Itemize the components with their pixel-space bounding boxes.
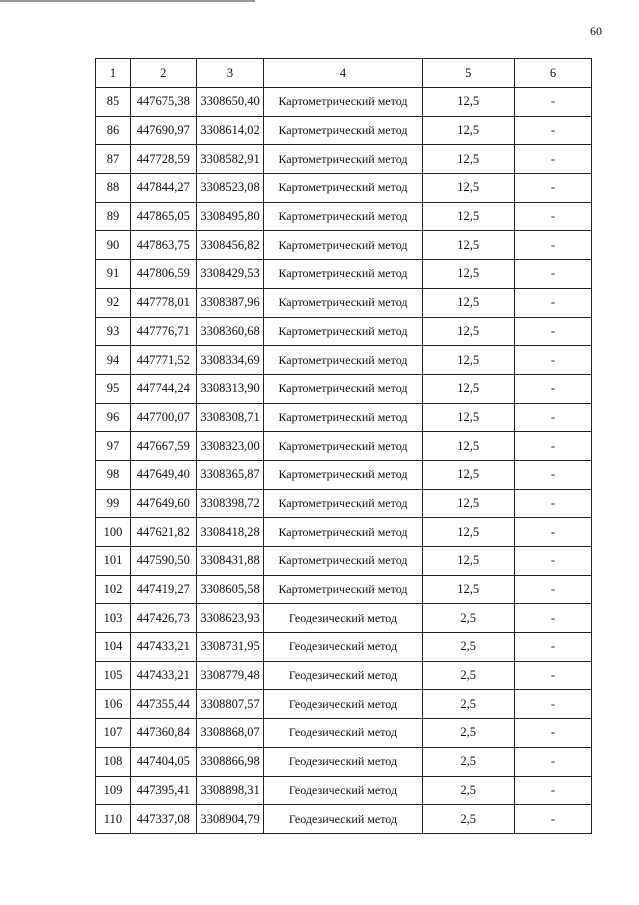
note-cell: - <box>514 174 591 203</box>
accuracy-cell: 12,5 <box>422 88 514 117</box>
y-coordinate-cell: 3308623,93 <box>196 604 264 633</box>
x-coordinate-cell: 447337,08 <box>130 805 196 834</box>
table-row <box>96 260 592 289</box>
x-coordinate-cell: 447621,82 <box>130 518 196 547</box>
method-cell: Картометрический метод <box>264 88 422 117</box>
x-coordinate-cell: 447771,52 <box>130 346 196 375</box>
point-number-cell: 110 <box>96 805 131 834</box>
y-coordinate-cell: 3308360,68 <box>196 317 264 346</box>
table-row <box>96 518 592 547</box>
y-coordinate-cell: 3308418,28 <box>196 518 264 547</box>
top-rule <box>0 0 255 2</box>
accuracy-cell: 12,5 <box>422 145 514 174</box>
x-coordinate-cell: 447744,24 <box>130 374 196 403</box>
method-cell: Картометрический метод <box>264 460 422 489</box>
method-cell: Картометрический метод <box>264 547 422 576</box>
note-cell: - <box>514 374 591 403</box>
point-number-cell: 93 <box>96 317 131 346</box>
accuracy-cell: 2,5 <box>422 747 514 776</box>
note-cell: - <box>514 604 591 633</box>
note-cell: - <box>514 202 591 231</box>
note-cell: - <box>514 260 591 289</box>
note-cell: - <box>514 145 591 174</box>
point-number-cell: 96 <box>96 403 131 432</box>
method-cell: Картометрический метод <box>264 374 422 403</box>
x-coordinate-cell: 447778,01 <box>130 288 196 317</box>
point-number-cell: 94 <box>96 346 131 375</box>
point-number-cell: 107 <box>96 719 131 748</box>
table-row <box>96 374 592 403</box>
y-coordinate-cell: 3308387,96 <box>196 288 264 317</box>
x-coordinate-cell: 447404,05 <box>130 747 196 776</box>
x-coordinate-cell: 447728,59 <box>130 145 196 174</box>
accuracy-cell: 12,5 <box>422 346 514 375</box>
note-cell: - <box>514 460 591 489</box>
page-number: 60 <box>590 24 602 38</box>
y-coordinate-cell: 3308779,48 <box>196 661 264 690</box>
y-coordinate-cell: 3308898,31 <box>196 776 264 805</box>
accuracy-cell: 12,5 <box>422 489 514 518</box>
point-number-cell: 87 <box>96 145 131 174</box>
x-coordinate-cell: 447433,21 <box>130 633 196 662</box>
table-row <box>96 460 592 489</box>
accuracy-cell: 12,5 <box>422 518 514 547</box>
note-cell: - <box>514 633 591 662</box>
header-cell: 1 <box>96 59 131 88</box>
x-coordinate-cell: 447360,84 <box>130 719 196 748</box>
table-row <box>96 747 592 776</box>
point-number-cell: 92 <box>96 288 131 317</box>
point-number-cell: 90 <box>96 231 131 260</box>
method-cell: Картометрический метод <box>264 317 422 346</box>
note-cell: - <box>514 661 591 690</box>
table-row <box>96 604 592 633</box>
table-row <box>96 317 592 346</box>
x-coordinate-cell: 447700,07 <box>130 403 196 432</box>
note-cell: - <box>514 317 591 346</box>
method-cell: Геодезический метод <box>264 690 422 719</box>
y-coordinate-cell: 3308904,79 <box>196 805 264 834</box>
note-cell: - <box>514 489 591 518</box>
method-cell: Картометрический метод <box>264 174 422 203</box>
method-cell: Картометрический метод <box>264 288 422 317</box>
header-cell: 5 <box>422 59 514 88</box>
accuracy-cell: 12,5 <box>422 547 514 576</box>
method-cell: Картометрический метод <box>264 231 422 260</box>
table-row <box>96 288 592 317</box>
header-cell: 6 <box>514 59 591 88</box>
x-coordinate-cell: 447649,60 <box>130 489 196 518</box>
note-cell: - <box>514 575 591 604</box>
y-coordinate-cell: 3308456,82 <box>196 231 264 260</box>
table-row <box>96 633 592 662</box>
point-number-cell: 85 <box>96 88 131 117</box>
accuracy-cell: 2,5 <box>422 633 514 662</box>
method-cell: Картометрический метод <box>264 432 422 461</box>
method-cell: Картометрический метод <box>264 145 422 174</box>
accuracy-cell: 12,5 <box>422 575 514 604</box>
table-row <box>96 432 592 461</box>
x-coordinate-cell: 447865,05 <box>130 202 196 231</box>
note-cell: - <box>514 747 591 776</box>
accuracy-cell: 2,5 <box>422 776 514 805</box>
method-cell: Картометрический метод <box>264 260 422 289</box>
note-cell: - <box>514 518 591 547</box>
note-cell: - <box>514 547 591 576</box>
y-coordinate-cell: 3308323,00 <box>196 432 264 461</box>
y-coordinate-cell: 3308308,71 <box>196 403 264 432</box>
method-cell: Геодезический метод <box>264 633 422 662</box>
x-coordinate-cell: 447806,59 <box>130 260 196 289</box>
point-number-cell: 95 <box>96 374 131 403</box>
x-coordinate-cell: 447776,71 <box>130 317 196 346</box>
table-row <box>96 145 592 174</box>
y-coordinate-cell: 3308807,57 <box>196 690 264 719</box>
y-coordinate-cell: 3308868,07 <box>196 719 264 748</box>
y-coordinate-cell: 3308731,95 <box>196 633 264 662</box>
x-coordinate-cell: 447667,59 <box>130 432 196 461</box>
point-number-cell: 106 <box>96 690 131 719</box>
point-number-cell: 104 <box>96 633 131 662</box>
table-header-row <box>96 59 592 88</box>
method-cell: Геодезический метод <box>264 661 422 690</box>
table-row <box>96 116 592 145</box>
point-number-cell: 103 <box>96 604 131 633</box>
accuracy-cell: 12,5 <box>422 288 514 317</box>
table-row <box>96 690 592 719</box>
method-cell: Геодезический метод <box>264 805 422 834</box>
y-coordinate-cell: 3308431,88 <box>196 547 264 576</box>
x-coordinate-cell: 447675,38 <box>130 88 196 117</box>
note-cell: - <box>514 719 591 748</box>
table-row <box>96 719 592 748</box>
x-coordinate-cell: 447844,27 <box>130 174 196 203</box>
table-row <box>96 346 592 375</box>
method-cell: Картометрический метод <box>264 346 422 375</box>
note-cell: - <box>514 690 591 719</box>
point-number-cell: 109 <box>96 776 131 805</box>
point-number-cell: 100 <box>96 518 131 547</box>
note-cell: - <box>514 403 591 432</box>
method-cell: Картометрический метод <box>264 116 422 145</box>
y-coordinate-cell: 3308313,90 <box>196 374 264 403</box>
accuracy-cell: 2,5 <box>422 719 514 748</box>
x-coordinate-cell: 447433,21 <box>130 661 196 690</box>
note-cell: - <box>514 432 591 461</box>
accuracy-cell: 12,5 <box>422 317 514 346</box>
x-coordinate-cell: 447419,27 <box>130 575 196 604</box>
table-row <box>96 575 592 604</box>
table-row <box>96 805 592 834</box>
method-cell: Геодезический метод <box>264 776 422 805</box>
note-cell: - <box>514 231 591 260</box>
header-cell: 3 <box>196 59 264 88</box>
x-coordinate-cell: 447863,75 <box>130 231 196 260</box>
accuracy-cell: 12,5 <box>422 460 514 489</box>
y-coordinate-cell: 3308582,91 <box>196 145 264 174</box>
accuracy-cell: 12,5 <box>422 116 514 145</box>
point-number-cell: 91 <box>96 260 131 289</box>
y-coordinate-cell: 3308614,02 <box>196 116 264 145</box>
accuracy-cell: 12,5 <box>422 260 514 289</box>
table-row <box>96 776 592 805</box>
table-row <box>96 661 592 690</box>
note-cell: - <box>514 116 591 145</box>
point-number-cell: 102 <box>96 575 131 604</box>
method-cell: Картометрический метод <box>264 202 422 231</box>
y-coordinate-cell: 3308365,87 <box>196 460 264 489</box>
table-row <box>96 88 592 117</box>
x-coordinate-cell: 447426,73 <box>130 604 196 633</box>
table-row <box>96 403 592 432</box>
accuracy-cell: 12,5 <box>422 374 514 403</box>
header-cell: 4 <box>264 59 422 88</box>
y-coordinate-cell: 3308650,40 <box>196 88 264 117</box>
note-cell: - <box>514 346 591 375</box>
method-cell: Геодезический метод <box>264 604 422 633</box>
note-cell: - <box>514 776 591 805</box>
y-coordinate-cell: 3308605,58 <box>196 575 264 604</box>
y-coordinate-cell: 3308398,72 <box>196 489 264 518</box>
y-coordinate-cell: 3308334,69 <box>196 346 264 375</box>
point-number-cell: 105 <box>96 661 131 690</box>
accuracy-cell: 2,5 <box>422 690 514 719</box>
table-row <box>96 547 592 576</box>
point-number-cell: 86 <box>96 116 131 145</box>
x-coordinate-cell: 447395,41 <box>130 776 196 805</box>
accuracy-cell: 12,5 <box>422 432 514 461</box>
table-row <box>96 231 592 260</box>
point-number-cell: 101 <box>96 547 131 576</box>
accuracy-cell: 12,5 <box>422 174 514 203</box>
y-coordinate-cell: 3308866,98 <box>196 747 264 776</box>
point-number-cell: 89 <box>96 202 131 231</box>
point-number-cell: 88 <box>96 174 131 203</box>
x-coordinate-cell: 447590,50 <box>130 547 196 576</box>
table-row <box>96 174 592 203</box>
point-number-cell: 108 <box>96 747 131 776</box>
accuracy-cell: 12,5 <box>422 202 514 231</box>
coordinates-table <box>95 58 592 834</box>
accuracy-cell: 2,5 <box>422 805 514 834</box>
method-cell: Картометрический метод <box>264 403 422 432</box>
note-cell: - <box>514 805 591 834</box>
note-cell: - <box>514 288 591 317</box>
y-coordinate-cell: 3308495,80 <box>196 202 264 231</box>
y-coordinate-cell: 3308429,53 <box>196 260 264 289</box>
x-coordinate-cell: 447690,97 <box>130 116 196 145</box>
method-cell: Картометрический метод <box>264 489 422 518</box>
x-coordinate-cell: 447355,44 <box>130 690 196 719</box>
method-cell: Геодезический метод <box>264 747 422 776</box>
accuracy-cell: 2,5 <box>422 661 514 690</box>
point-number-cell: 99 <box>96 489 131 518</box>
method-cell: Картометрический метод <box>264 518 422 547</box>
note-cell: - <box>514 88 591 117</box>
method-cell: Картометрический метод <box>264 575 422 604</box>
accuracy-cell: 12,5 <box>422 403 514 432</box>
method-cell: Геодезический метод <box>264 719 422 748</box>
accuracy-cell: 12,5 <box>422 231 514 260</box>
point-number-cell: 98 <box>96 460 131 489</box>
x-coordinate-cell: 447649,40 <box>130 460 196 489</box>
header-cell: 2 <box>130 59 196 88</box>
accuracy-cell: 2,5 <box>422 604 514 633</box>
y-coordinate-cell: 3308523,08 <box>196 174 264 203</box>
table-row <box>96 489 592 518</box>
point-number-cell: 97 <box>96 432 131 461</box>
table-row <box>96 202 592 231</box>
table-body <box>96 59 592 834</box>
